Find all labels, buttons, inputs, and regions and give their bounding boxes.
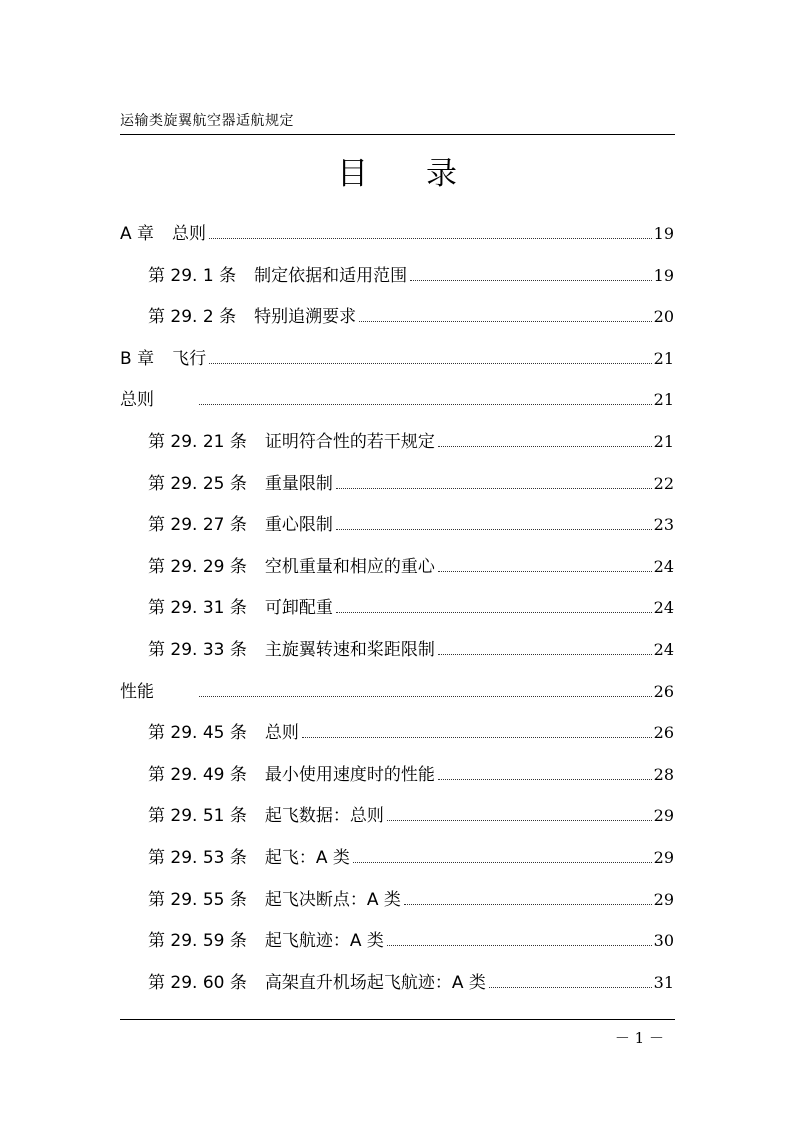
toc-entry-page: 30 <box>653 931 674 950</box>
toc-entry-number: B 章 <box>120 349 155 369</box>
toc-entry-number: 第 29. 2 条 <box>148 307 237 327</box>
toc-entry-number: 第 29. 29 条 <box>148 557 247 577</box>
toc-entry[interactable] <box>148 554 674 580</box>
toc-entry-number: 第 29. 60 条 <box>148 973 247 993</box>
toc-entry[interactable] <box>148 595 674 621</box>
toc-entry[interactable] <box>148 263 674 289</box>
toc-entry[interactable] <box>148 637 674 663</box>
toc-entry-title: 主旋翼转速和桨距限制 <box>264 640 435 660</box>
toc-entry-title: 飞行 <box>172 349 207 369</box>
toc-entry-number: A 章 <box>120 224 155 244</box>
toc-entry[interactable] <box>148 471 674 497</box>
toc-entry-title: 起飞决断点：A 类 <box>264 890 401 910</box>
toc-entry[interactable] <box>148 429 674 455</box>
toc-entry-page: 24 <box>653 557 674 576</box>
toc-dot-leader <box>359 321 652 322</box>
toc-entry-title: 起飞航迹：A 类 <box>264 931 384 951</box>
toc-entry-title: 总则 <box>264 723 299 743</box>
toc-dot-leader <box>438 571 652 572</box>
toc-entry-page: 28 <box>653 765 674 784</box>
toc-entry[interactable] <box>120 679 674 705</box>
toc-entry-title: 总则 <box>120 390 154 410</box>
toc-entry-title: 起飞数据：总则 <box>264 806 384 826</box>
toc-entry-page: 19 <box>653 224 674 243</box>
toc-entry-page: 29 <box>653 806 674 825</box>
toc-entry-page: 31 <box>653 973 674 992</box>
toc-entry-title: 证明符合性的若干规定 <box>264 432 435 452</box>
toc-entry[interactable] <box>148 803 674 829</box>
toc-entry[interactable] <box>120 221 674 247</box>
toc-entry-page: 26 <box>653 682 674 701</box>
toc-entry-page: 20 <box>653 307 674 326</box>
toc-dot-leader <box>353 862 652 863</box>
toc-entry-page: 23 <box>653 515 674 534</box>
toc-entry[interactable] <box>148 845 674 871</box>
toc-dot-leader <box>438 446 652 447</box>
toc-title-char-2: 录 <box>426 156 457 192</box>
toc-entry[interactable] <box>148 720 674 746</box>
toc-dot-leader <box>438 779 652 780</box>
toc-entry-page: 26 <box>653 723 674 742</box>
toc-entry-number: 第 29. 33 条 <box>148 640 247 660</box>
footer-rule <box>120 1019 675 1020</box>
toc-entry-page: 21 <box>653 390 674 409</box>
toc-entry-page: 21 <box>653 349 674 368</box>
toc-title-char-1: 目 <box>337 156 368 192</box>
toc-dot-leader <box>410 280 652 281</box>
toc-dot-leader <box>387 820 652 821</box>
toc-dot-leader <box>404 904 652 905</box>
toc-dot-leader <box>336 488 652 489</box>
toc-entry-number: 第 29. 31 条 <box>148 598 247 618</box>
toc-entry-title: 可卸配重 <box>264 598 333 618</box>
toc-dot-leader <box>199 404 652 405</box>
toc-title <box>0 152 794 196</box>
toc-entry-page: 29 <box>653 890 674 909</box>
toc-entry-title: 特别追溯要求 <box>254 307 357 327</box>
toc-entry[interactable] <box>148 304 674 330</box>
toc-entry-number: 第 29. 59 条 <box>148 931 247 951</box>
toc-entry[interactable] <box>120 387 674 413</box>
toc-entry-number: 第 29. 45 条 <box>148 723 247 743</box>
toc-dot-leader <box>209 238 652 239</box>
toc-entry-number: 第 29. 49 条 <box>148 765 247 785</box>
toc-entry-number: 第 29. 27 条 <box>148 515 247 535</box>
toc-dot-leader <box>387 945 652 946</box>
page-number: － 1 － <box>614 1029 664 1047</box>
toc-entry-number: 第 29. 55 条 <box>148 890 247 910</box>
toc-dot-leader <box>209 363 652 364</box>
toc-entry-page: 24 <box>653 640 674 659</box>
toc-entry-number: 第 29. 1 条 <box>148 266 237 286</box>
toc-entry[interactable] <box>120 346 674 372</box>
toc-entry-title: 重心限制 <box>264 515 333 535</box>
toc-entry-page: 19 <box>653 266 674 285</box>
toc-dot-leader <box>336 529 652 530</box>
toc-entry[interactable] <box>148 928 674 954</box>
running-header: 运输类旋翼航空器适航规定 <box>120 113 294 129</box>
toc-dot-leader <box>489 987 652 988</box>
toc-entry-number: 第 29. 25 条 <box>148 474 247 494</box>
toc-entry[interactable] <box>148 887 674 913</box>
toc-entry-page: 24 <box>653 598 674 617</box>
toc-entry-title: 性能 <box>120 682 154 702</box>
toc-entry-title: 总则 <box>172 224 207 244</box>
toc-entry-page: 21 <box>653 432 674 451</box>
toc-entry-title: 重量限制 <box>264 474 333 494</box>
toc-entry-page: 29 <box>653 848 674 867</box>
toc-entry-page: 22 <box>653 474 674 493</box>
toc-entry-number: 第 29. 51 条 <box>148 806 247 826</box>
toc-entry-title: 高架直升机场起飞航迹：A 类 <box>264 973 486 993</box>
toc-entry-number: 第 29. 53 条 <box>148 848 247 868</box>
toc-entry-title: 最小使用速度时的性能 <box>264 765 435 785</box>
toc-entry[interactable] <box>148 512 674 538</box>
toc-entry-title: 空机重量和相应的重心 <box>264 557 435 577</box>
toc-entry-title: 制定依据和适用范围 <box>254 266 408 286</box>
toc-dot-leader <box>336 612 652 613</box>
toc-entry[interactable] <box>148 970 674 996</box>
toc-entry[interactable] <box>148 762 674 788</box>
toc-dot-leader <box>438 654 652 655</box>
toc-entry-title: 起飞：A 类 <box>264 848 350 868</box>
header-rule <box>120 134 675 135</box>
toc-entry-number: 第 29. 21 条 <box>148 432 247 452</box>
toc-dot-leader <box>302 737 652 738</box>
toc-dot-leader <box>199 696 652 697</box>
